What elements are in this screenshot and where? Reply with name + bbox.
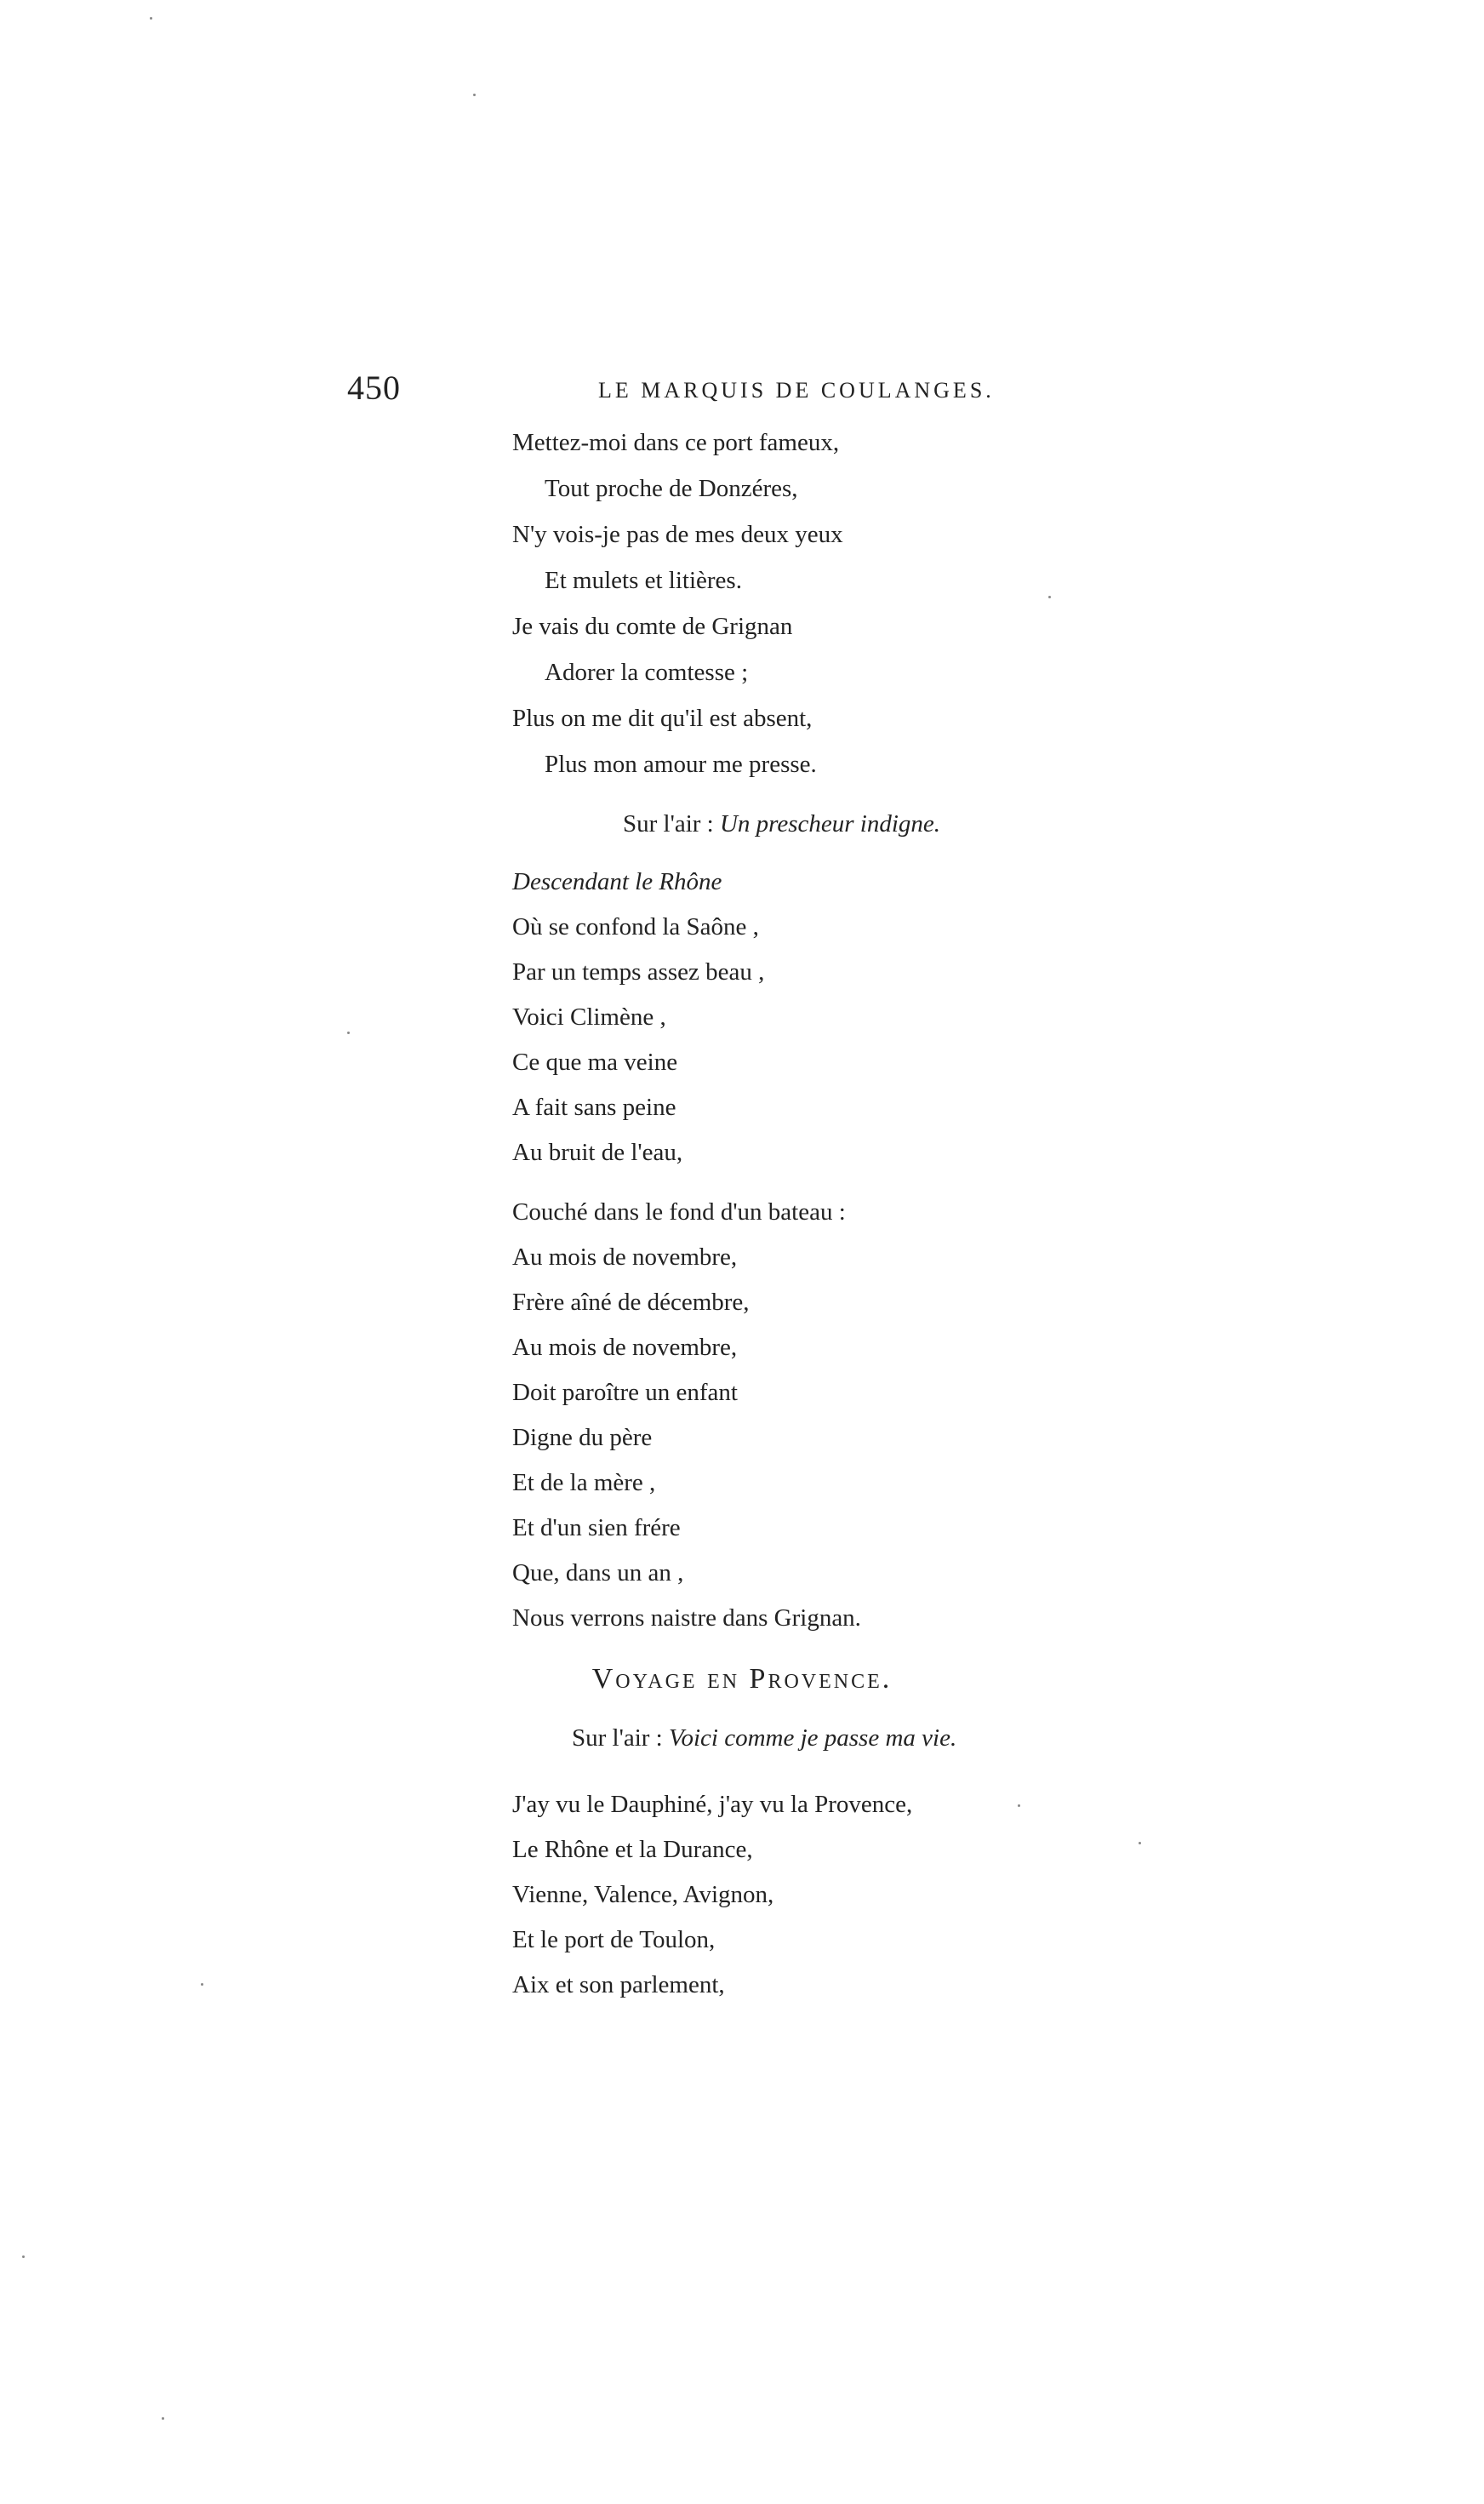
tune-prefix: Sur l'air :: [572, 1724, 669, 1752]
scan-speck: [473, 94, 476, 96]
page-header: [347, 368, 1028, 410]
verse-line: Et de la mère ,: [512, 1469, 656, 1496]
scan-speck: [22, 2255, 25, 2258]
section-title: Voyage en Provence.: [591, 1663, 893, 1695]
verse-line: Et le port de Toulon,: [512, 1926, 716, 1953]
verse-line: J'ay vu le Dauphiné, j'ay vu la Provence,: [512, 1791, 913, 1818]
verse-line: Et d'un sien frére: [512, 1514, 681, 1541]
tune-indication-1: [623, 810, 940, 838]
scan-speck: [1018, 1804, 1020, 1807]
verse-line: Aix et son parlement,: [512, 1971, 725, 1998]
verse-line: Couché dans le fond d'un bateau :: [512, 1198, 846, 1226]
tune-name: Voici comme je passe ma vie.: [668, 1724, 957, 1752]
verse-line: Doit paroître un enfant: [512, 1379, 738, 1406]
verse-line: Au mois de novembre,: [512, 1334, 738, 1361]
tune-prefix: Sur l'air :: [623, 810, 720, 838]
tune-indication-2: [572, 1724, 956, 1752]
verse-line: Adorer la comtesse ;: [545, 659, 749, 686]
scan-speck: [150, 17, 152, 20]
verse-line: Au bruit de l'eau,: [512, 1139, 683, 1166]
verse-line: Plus mon amour me presse.: [545, 751, 817, 778]
verse-line: Nous verrons naistre dans Grignan.: [512, 1604, 861, 1632]
scan-speck: [347, 1032, 350, 1034]
verse-line: Plus on me dit qu'il est absent,: [512, 705, 813, 732]
scan-speck: [162, 2417, 164, 2420]
tune-name: Un prescheur indigne.: [719, 810, 941, 838]
verse-line: Descendant le Rhône: [512, 868, 722, 895]
verse-line: Mettez-moi dans ce port fameux,: [512, 429, 840, 456]
verse-line: Je vais du comte de Grignan: [512, 613, 793, 640]
verse-line: Digne du père: [512, 1424, 653, 1451]
verse-line: Vienne, Valence, Avignon,: [512, 1881, 774, 1908]
scan-speck: [1048, 596, 1051, 598]
page-number: 450: [347, 369, 401, 407]
verse-line: Que, dans un an ,: [512, 1559, 684, 1586]
verse-line: Ce que ma veine: [512, 1049, 678, 1076]
verse-line: Par un temps assez beau ,: [512, 958, 765, 986]
verse-line: Frère aîné de décembre,: [512, 1289, 750, 1316]
verse-line: N'y vois-je pas de mes deux yeux: [512, 521, 843, 548]
scan-speck: [201, 1983, 203, 1986]
running-title: LE MARQUIS DE COULANGES.: [598, 378, 995, 403]
verse-line: Et mulets et litières.: [545, 567, 742, 594]
verse-line: A fait sans peine: [512, 1094, 676, 1121]
verse-line: Où se confond la Saône ,: [512, 913, 759, 940]
verse-line: Tout proche de Donzéres,: [545, 475, 798, 502]
scan-speck: [1139, 1842, 1141, 1844]
verse-line: Voici Climène ,: [512, 1003, 666, 1031]
verse-line: Le Rhône et la Durance,: [512, 1836, 753, 1863]
verse-line: Au mois de novembre,: [512, 1243, 738, 1271]
